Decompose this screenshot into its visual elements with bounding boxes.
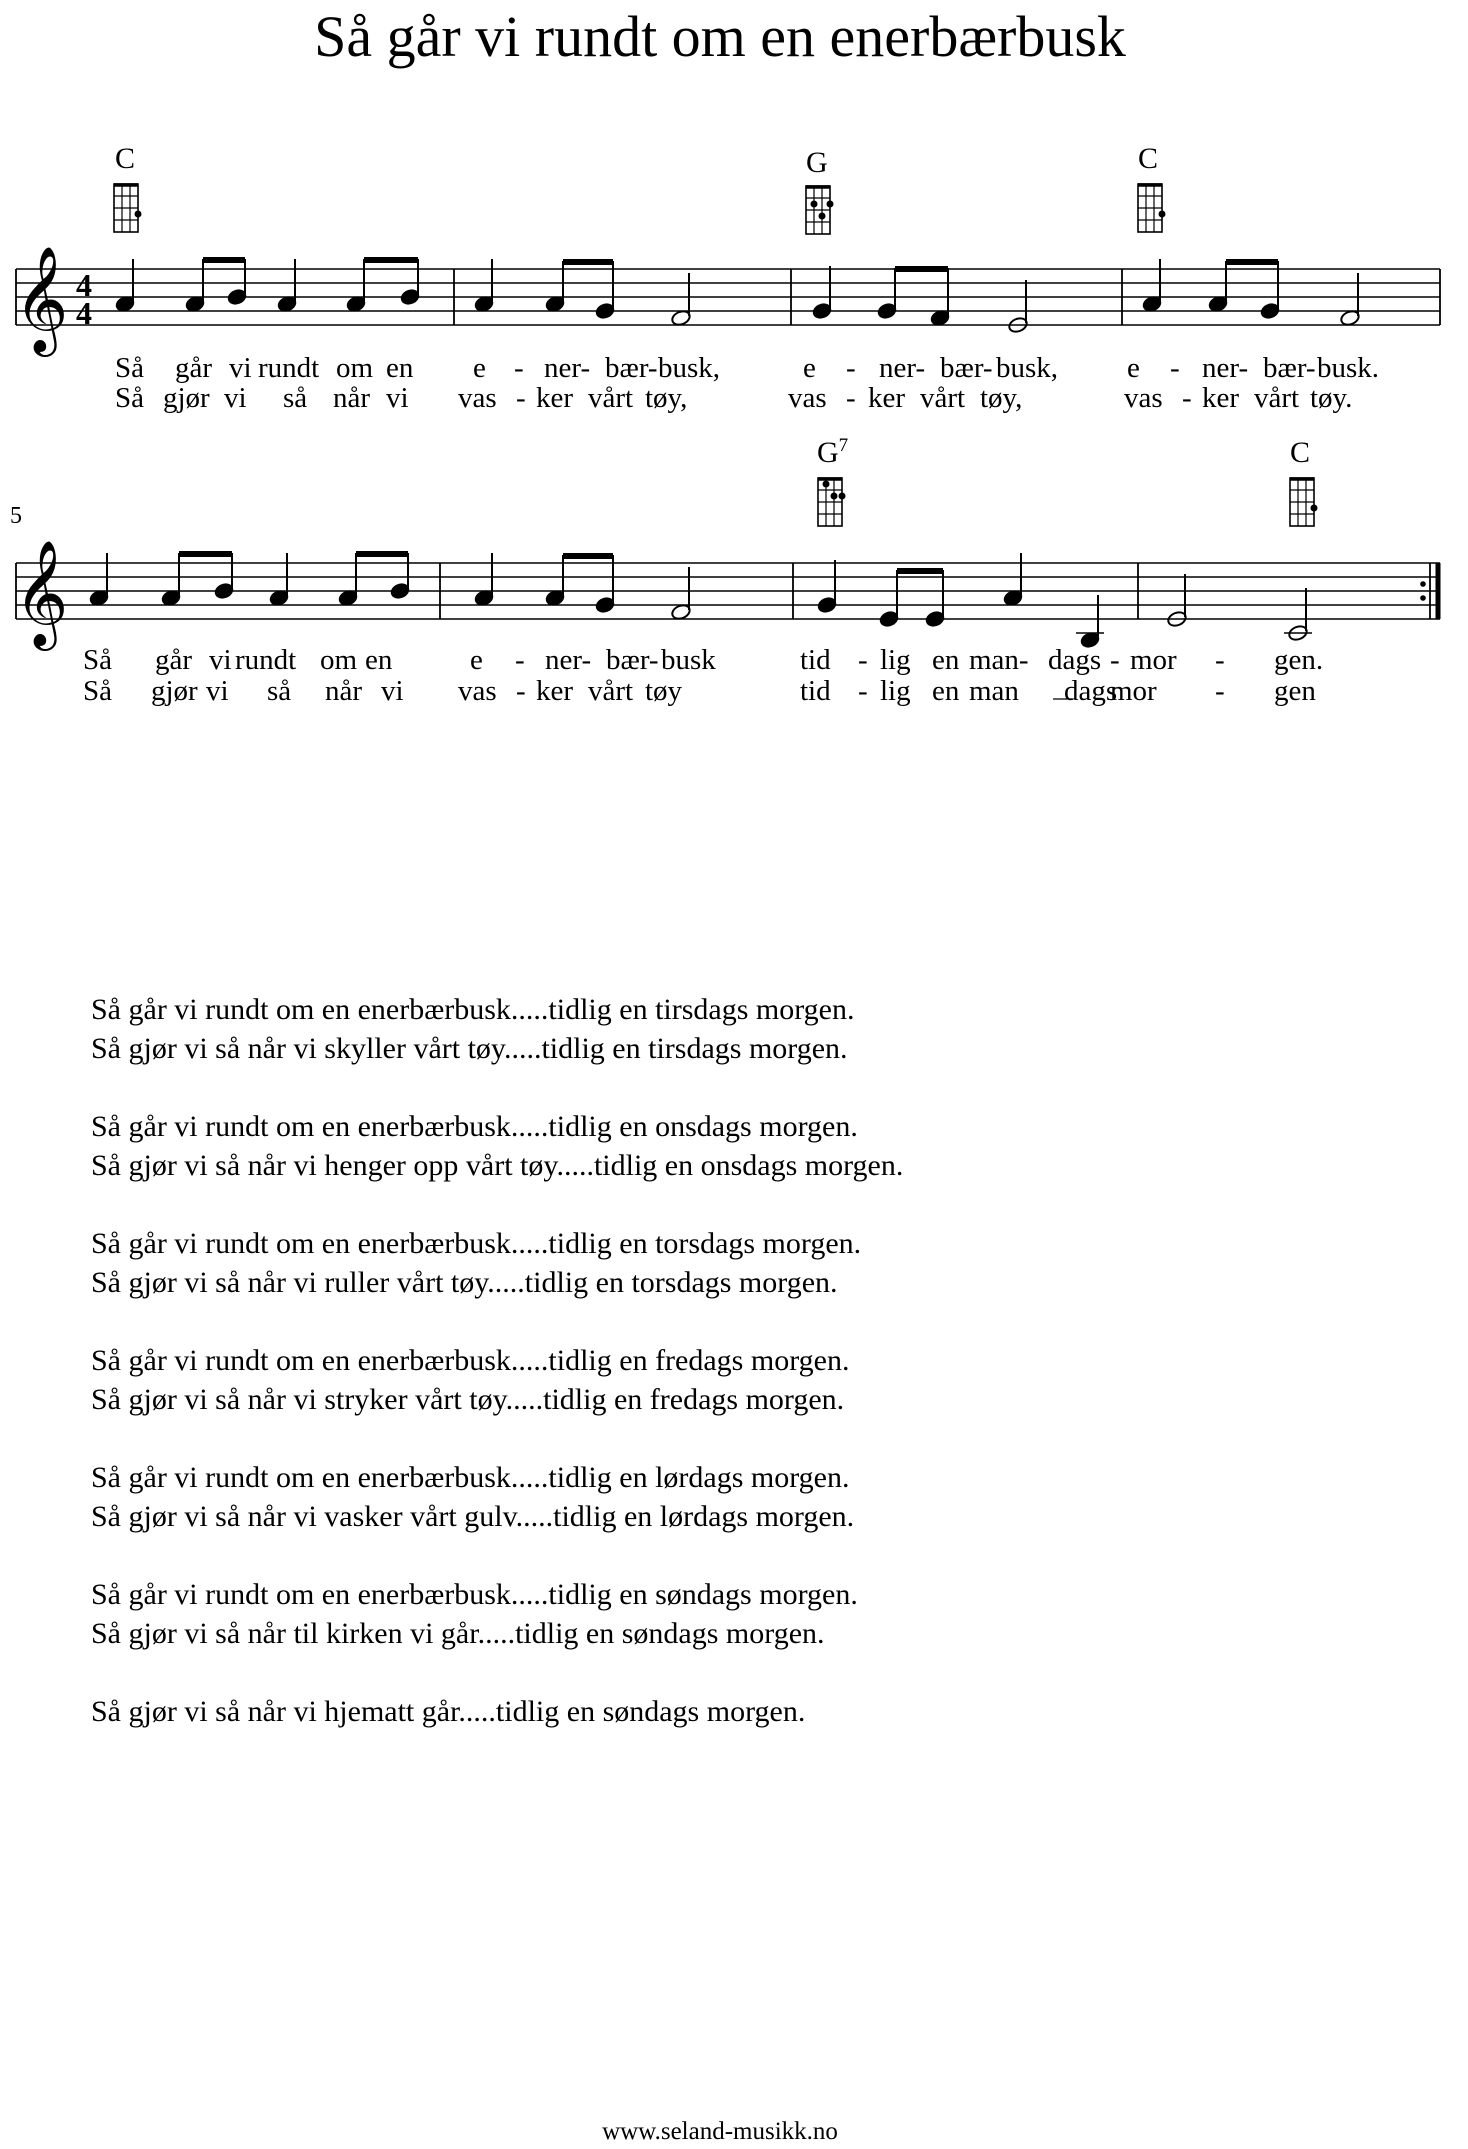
chord-symbol: C: [1290, 436, 1311, 469]
lyric-syllable: vas: [1124, 382, 1163, 414]
lyric-syllable: lig: [880, 644, 911, 676]
lyric-syllable: -: [1215, 675, 1225, 707]
lyric-syllable: vas: [788, 382, 827, 414]
lyric-syllable: så: [267, 675, 292, 707]
repeat-dot: [1420, 581, 1426, 587]
lyric-syllable: lig: [880, 675, 911, 707]
lyric-syllable: om: [336, 352, 374, 384]
lyric-syllable: busk: [661, 644, 716, 676]
lyric-syllable: -: [516, 382, 526, 414]
lyric-syllable: busk.: [1317, 352, 1380, 384]
song-title: Så går vi rundt om en enerbærbusk: [314, 4, 1126, 69]
lyric-syllable: gen.: [1274, 644, 1324, 676]
lyric-syllable: går: [155, 644, 193, 676]
lyric-syllable: vi: [229, 352, 252, 384]
ukulele-diagram-g7: [818, 478, 846, 526]
verse-line: Så gjør vi så når vi skyller vårt tøy.....tidlig en tirsdags morgen.: [91, 1032, 848, 1065]
treble-clef: 𝄞: [14, 539, 69, 646]
lyric-syllable: -: [516, 675, 526, 707]
lyric-syllable: mor: [1130, 644, 1177, 676]
lyric-syllable: ner-: [545, 644, 592, 676]
treble-clef: 𝄞: [14, 245, 69, 352]
lyric-syllable: -: [1182, 382, 1192, 414]
verse-line: Så går vi rundt om en enerbærbusk.....tidlig en tirsdags morgen.: [91, 993, 855, 1026]
sheet-music: [0, 0, 1468, 760]
lyric-syllable: -: [1215, 644, 1225, 676]
lyric-syllable: vårt: [1254, 382, 1300, 414]
verse-stanza: [91, 1458, 903, 1536]
lyric-syllable: vi: [209, 644, 232, 676]
lyric-syllable: ner-: [1202, 352, 1249, 384]
repeat-dot: [1420, 595, 1426, 601]
lyric-syllable: Så: [115, 382, 144, 414]
lyric-syllable: bær-: [606, 644, 659, 676]
lyric-syllable: ker: [1202, 382, 1240, 414]
additional-verses: [91, 990, 903, 1770]
lyric-syllable: en: [932, 675, 960, 707]
lyric-syllable: går: [175, 352, 213, 384]
verse-line: Så går vi rundt om en enerbærbusk.....tidlig en søndags morgen.: [91, 1578, 858, 1611]
ukulele-diagram-c: [114, 184, 142, 232]
ukulele-diagram-c: [1290, 478, 1318, 526]
verse-line: Så gjør vi så når vi stryker vårt tøy.....tidlig en fredags morgen.: [91, 1383, 845, 1416]
lyric-syllable: bær-: [605, 352, 658, 384]
verse-stanza: [91, 1107, 903, 1185]
lyric-syllable: -: [846, 352, 856, 384]
lyric-syllable: Så: [83, 644, 112, 676]
lyric-syllable: om: [320, 644, 358, 676]
lyric-syllable: vas: [458, 675, 497, 707]
chord-symbol: $G^7$: [817, 435, 849, 469]
time-signature-bottom: 4: [76, 295, 92, 331]
lyric-syllable: -: [858, 675, 868, 707]
verse-stanza: [91, 990, 903, 1068]
lyric-syllable: rundt: [258, 352, 320, 384]
lyric-syllable: busk,: [996, 352, 1059, 384]
lyric-syllable: vi: [224, 382, 247, 414]
lyric-syllable: en: [932, 644, 960, 676]
lyric-syllable: e: [803, 352, 816, 384]
lyric-syllable: e: [470, 644, 483, 676]
verse-line: Så går vi rundt om en enerbærbusk.....tidlig en lørdags morgen.: [91, 1461, 850, 1494]
chord-symbol: C: [1138, 142, 1159, 175]
lyric-syllable: så: [283, 382, 308, 414]
lyric-syllable: e: [1127, 352, 1140, 384]
lyric-syllable: ker: [536, 675, 574, 707]
verse-line: Så gjør vi så når vi henger opp vårt tøy.....tidlig en onsdags morgen.: [91, 1149, 904, 1182]
staff-system-1: [14, 245, 1440, 357]
lyric-syllable: ner-: [879, 352, 926, 384]
lyric-syllable: vi: [386, 382, 409, 414]
lyric-syllable: e: [473, 352, 486, 384]
measure-7: [817, 553, 1104, 649]
verse-line: Så gjør vi så når vi ruller vårt tøy.....tidlig en torsdags morgen.: [91, 1266, 838, 1299]
lyric-syllable: når: [325, 675, 363, 707]
verse-line: Så gjør vi så når vi vasker vårt gulv.....tidlig en lørdags morgen.: [91, 1500, 855, 1533]
lyric-syllable: bær-: [940, 352, 993, 384]
verse-stanza: [91, 1341, 903, 1419]
verse-line: Så går vi rundt om en enerbærbusk.....tidlig en onsdags morgen.: [91, 1110, 858, 1143]
lyric-syllable: busk,: [658, 352, 721, 384]
measure-8: [1166, 574, 1312, 642]
lyric-syllable: tøy.: [1310, 382, 1353, 414]
measure-5: [89, 551, 410, 607]
lyric-syllable: tid: [800, 675, 831, 707]
lyric-syllable: bær-: [1263, 352, 1316, 384]
lyric-syllable: ker: [536, 382, 574, 414]
lyric-syllable: gjør: [151, 675, 198, 707]
verse-line: Så gjør vi så når til kirken vi går.....tidlig en søndags morgen.: [91, 1617, 825, 1650]
lyric-syllable: -: [1110, 644, 1120, 676]
lyric-syllable: gjør: [163, 382, 210, 414]
lyric-syllable: man: [969, 675, 1019, 707]
measure-3: [812, 266, 1029, 334]
lyric-syllable: -: [514, 352, 524, 384]
lyric-syllable: Så: [83, 675, 112, 707]
lyric-syllable: en: [386, 352, 414, 384]
lyric-syllable: dags: [1064, 675, 1118, 707]
verse-stanza: [91, 1575, 903, 1653]
lyric-syllable: man-: [969, 644, 1029, 676]
lyric-syllable: -: [846, 382, 856, 414]
verse-line: Så går vi rundt om en enerbærbusk.....tidlig en torsdags morgen.: [91, 1227, 862, 1260]
lyric-syllable: vårt: [588, 675, 634, 707]
measure-number: 5: [10, 503, 22, 529]
lyric-syllable: vi: [206, 675, 229, 707]
lyric-syllable: -: [858, 644, 868, 676]
lyric-syllable: ner-: [544, 352, 591, 384]
staff-system-2: [10, 503, 1440, 651]
verse-stanza: [91, 1692, 903, 1731]
chord-symbol: G: [806, 146, 828, 179]
lyric-syllable: gen: [1274, 675, 1316, 707]
footer-url: www.seland-musikk.no: [602, 2118, 838, 2145]
lyric-syllable: vi: [381, 675, 404, 707]
lyric-syllable: når: [333, 382, 371, 414]
lyric-syllable: ker: [868, 382, 906, 414]
lyric-syllable: mor: [1110, 675, 1157, 707]
lyric-syllable: rundt: [235, 644, 297, 676]
time-signature-top: 4: [76, 267, 92, 303]
chord-symbol: C: [115, 142, 136, 175]
lyric-syllable: en: [365, 644, 393, 676]
lyric-syllable: tøy,: [645, 382, 688, 414]
verse-line: Så gjør vi så når vi hjematt går.....tidlig en søndags morgen.: [91, 1695, 806, 1728]
lyric-syllable: Så: [115, 352, 144, 384]
lyric-syllable: vårt: [920, 382, 966, 414]
lyric-syllable: tøy: [645, 675, 683, 707]
measure-1: [115, 257, 420, 313]
lyric-syllable: vas: [458, 382, 497, 414]
ukulele-diagram-g: [806, 186, 834, 234]
lyric-syllable: -: [1170, 352, 1180, 384]
ukulele-diagram-c: [1138, 184, 1166, 232]
lyric-syllable: dags: [1048, 644, 1102, 676]
verse-line: Så går vi rundt om en enerbærbusk.....tidlig en fredags morgen.: [91, 1344, 850, 1377]
lyric-syllable: -: [515, 644, 525, 676]
lyric-syllable: tid: [800, 644, 831, 676]
lyric-syllable: tøy,: [980, 382, 1023, 414]
verse-stanza: [91, 1224, 903, 1302]
lyric-syllable: vårt: [588, 382, 634, 414]
